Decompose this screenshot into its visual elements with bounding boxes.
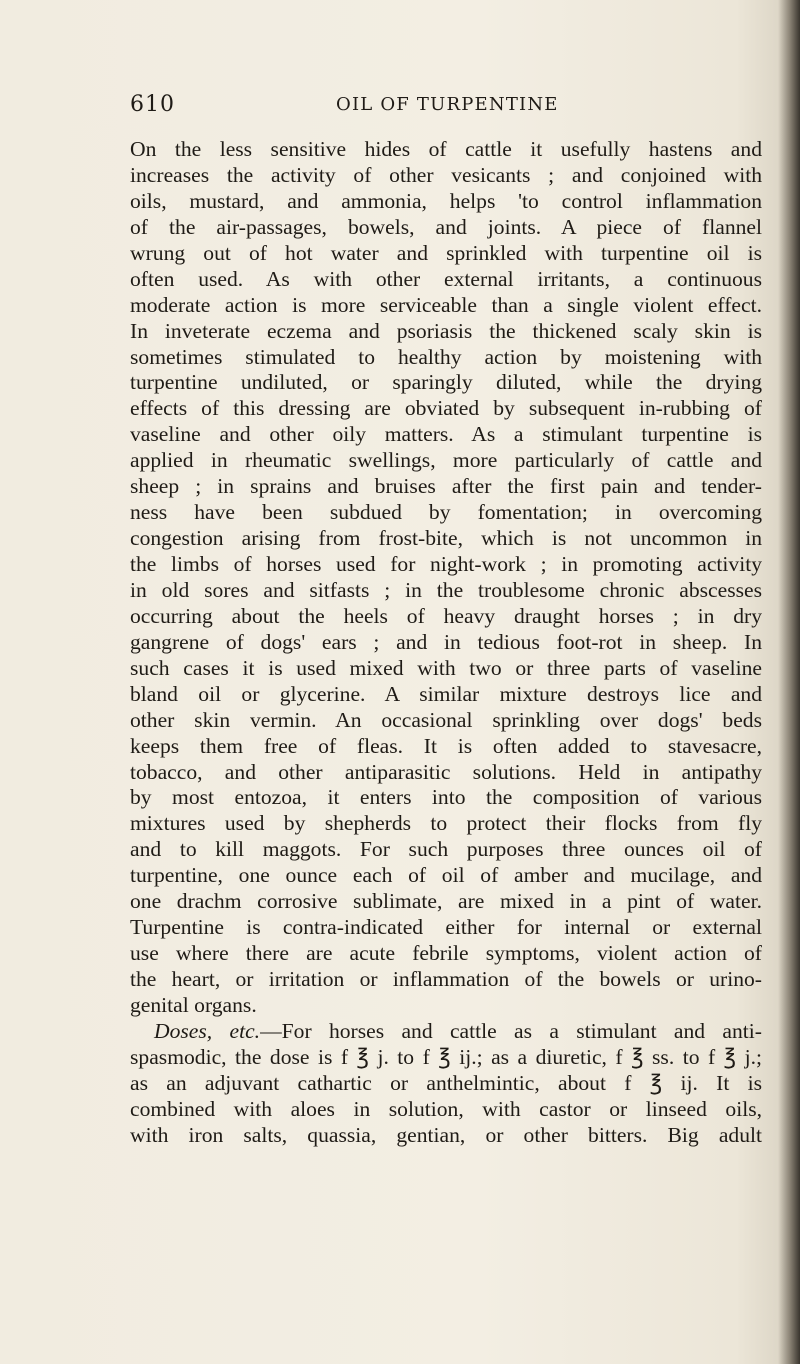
text-line: applied in rheumatic swellings, more particularly of cattle and [130,448,762,473]
text-line: Turpentine is contra-indicated either for internal or external [130,915,762,940]
text-line: vaseline and other oily matters. As a stimulant turpentine is [130,422,762,447]
text-line: genital organs. [130,992,257,1017]
paragraph-1 [130,137,762,1019]
text-line: with iron salts, quassia, gentian, or other bitters. Big adult [130,1122,762,1147]
text-line: other skin vermin. An occasional sprinkling over dogs' beds [130,707,762,732]
text-line: by most entozoa, it enters into the composition of various [130,785,762,810]
text-line: In inveterate eczema and psoriasis the thickened scaly skin is [130,318,762,343]
page-number: 610 [130,92,175,117]
text-line: such cases it is used mixed with two or three parts of vaseline [130,655,762,680]
text-line: spasmodic, the dose is f ℥ j. to f ℥ ij.; as a diuretic, f ℥ ss. to f ℥ j.; [130,1044,762,1069]
text-line: sometimes stimulated to healthy action by moistening with [130,344,762,369]
text-line: ness have been subdued by fomentation; in overcoming [130,500,762,525]
text-line: occurring about the heels of heavy draught horses ; in dry [130,603,762,628]
paragraph-2 [130,1019,762,1149]
text-line: wrung out of hot water and sprinkled with turpentine oil is [130,240,762,265]
body-text [130,137,762,1149]
text-line: mixtures used by shepherds to protect their flocks from fly [130,811,762,836]
text-line: moderate action is more serviceable than a single violent effect. [130,292,762,317]
page-edge-shadow [778,0,800,1364]
text-run: —For horses and cattle as a stimulant and anti- [260,1018,762,1043]
text-line: use where there are acute febrile symptoms, violent action of [130,941,762,966]
text-line: increases the activity of other vesicants ; and conjoined with [130,162,762,187]
text-line: gangrene of dogs' ears ; and in tedious foot-rot in sheep. In [130,629,762,654]
text-line: On the less sensitive hides of cattle it usefully hastens and [130,137,762,161]
doses-heading: Doses, etc. [154,1018,261,1043]
text-line: tobacco, and other antiparasitic solutions. Held in antipathy [130,759,762,784]
text-line: bland oil or glycerine. A similar mixture destroys lice and [130,681,762,706]
text-line: combined with aloes in solution, with castor or linseed oils, [130,1096,762,1121]
text-line: in old sores and sitfasts ; in the troublesome chronic abscesses [130,577,762,602]
text-line: and to kill maggots. For such purposes three ounces oil of [130,837,762,862]
text-line: as an adjuvant cathartic or anthelmintic, about f ℥ ij. It is [130,1070,762,1095]
text-line: effects of this dressing are obviated by subsequent in-rubbing of [130,396,762,421]
text-line: the heart, or irritation or inflammation of the bowels or urino- [130,967,762,991]
page-header [130,92,760,122]
text-line: the limbs of horses used for night-work ; in promoting activity [130,552,762,576]
text-line: sheep ; in sprains and bruises after the first pain and tender- [130,474,762,499]
text-line: one drachm corrosive sublimate, are mixed in a pint of water. [130,889,762,914]
text-line: keeps them free of fleas. It is often added to stavesacre, [130,733,762,758]
text-line: often used. As with other external irritants, a continuous [130,266,762,291]
text-line: oils, mustard, and ammonia, helps 'to control inflammation [130,188,762,213]
running-head: OIL OF TURPENTINE [336,94,559,115]
text-line: congestion arising from frost-bite, which is not uncommon in [130,526,762,551]
text-line: turpentine undiluted, or sparingly diluted, while the drying [130,370,762,395]
text-line [130,1019,762,1045]
text-line: turpentine, one ounce each of oil of amber and mucilage, and [130,863,762,888]
text-line: of the air-passages, bowels, and joints. A piece of flannel [130,214,762,239]
